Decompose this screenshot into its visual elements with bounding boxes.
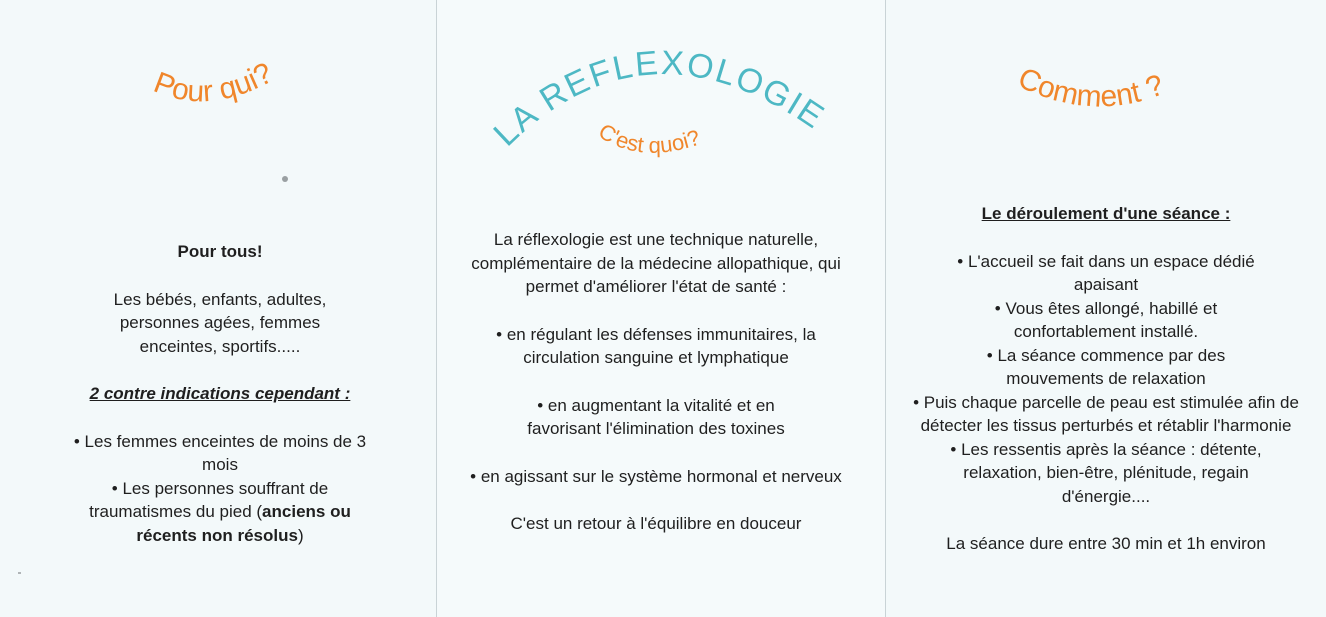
panel-cest-quoi <box>437 0 885 617</box>
audience-text: Les bébés, enfants, adultes, personnes agées, femmes enceintes, sportifs..... <box>113 289 327 356</box>
contra-item-1: • Les femmes enceintes de moins de 3 mois <box>73 431 367 474</box>
duration-text: La séance dure entre 30 min et 1h environ <box>946 534 1266 553</box>
heading-pour-tous: Pour tous! <box>177 242 263 261</box>
benefit-item-2: • en augmentant la vitalité et en favorisant l'élimination des toxines <box>527 395 785 438</box>
step-item-4: • Puis chaque parcelle de peau est stimulée afin de détecter les tissus perturbés et rétablir l'harmonie <box>913 392 1299 435</box>
contra-heading: 2 contre indications cependant : <box>89 384 351 403</box>
svg-text:Pour qui?: Pour qui? <box>149 56 279 109</box>
step-item-5: • Les ressentis après la séance : détente, relaxation, bien-être, plénitude, regain d'énergie.... <box>950 439 1262 506</box>
contra-item-2-bold: anciens ou récents non résolus <box>136 502 351 545</box>
contra-item-2-text: • Les personnes souffrant de traumatismes du pied ( <box>89 478 329 521</box>
subtitle-cest-quoi <box>592 105 752 185</box>
pour-qui-content <box>60 240 380 547</box>
step-item-2: • Vous êtes allongé, habillé et confortablement installé. <box>994 298 1218 341</box>
seance-heading: Le déroulement d'une séance : <box>981 204 1231 223</box>
svg-text:Comment ?: Comment ? <box>1013 61 1169 114</box>
step-item-3: • La séance commence par des mouvements de relaxation <box>986 345 1226 388</box>
contra-item-2-end: ) <box>297 525 304 545</box>
benefit-item-3: • en agissant sur le système hormonal et nerveux <box>470 466 842 486</box>
svg-text:C'est quoi?: C'est quoi? <box>594 118 704 158</box>
benefit-item-1: • en régulant les défenses immunitaires, la circulation sanguine et lymphatique <box>496 324 816 367</box>
panel-comment <box>886 0 1326 617</box>
reflexologie-content <box>467 228 845 536</box>
seance-content <box>906 202 1306 556</box>
step-item-1: • L'accueil se fait dans un espace dédié apaisant <box>957 251 1255 294</box>
intro-text: La réflexologie est une technique naturelle, complémentaire de la médecine allopathique, qui permet d'améliorer l'état de santé : <box>471 230 841 296</box>
title-pour-qui <box>140 50 310 140</box>
panel-pour-qui <box>0 0 436 617</box>
contra-item-2 <box>60 477 380 548</box>
title-comment <box>1006 55 1206 145</box>
svg-text:LA REFLEXOLOGIE: LA REFLEXOLOGIE <box>486 43 832 154</box>
closing-text: C'est un retour à l'équilibre en douceur <box>510 514 802 533</box>
speck-mark <box>18 572 21 574</box>
speck-mark <box>282 176 288 182</box>
